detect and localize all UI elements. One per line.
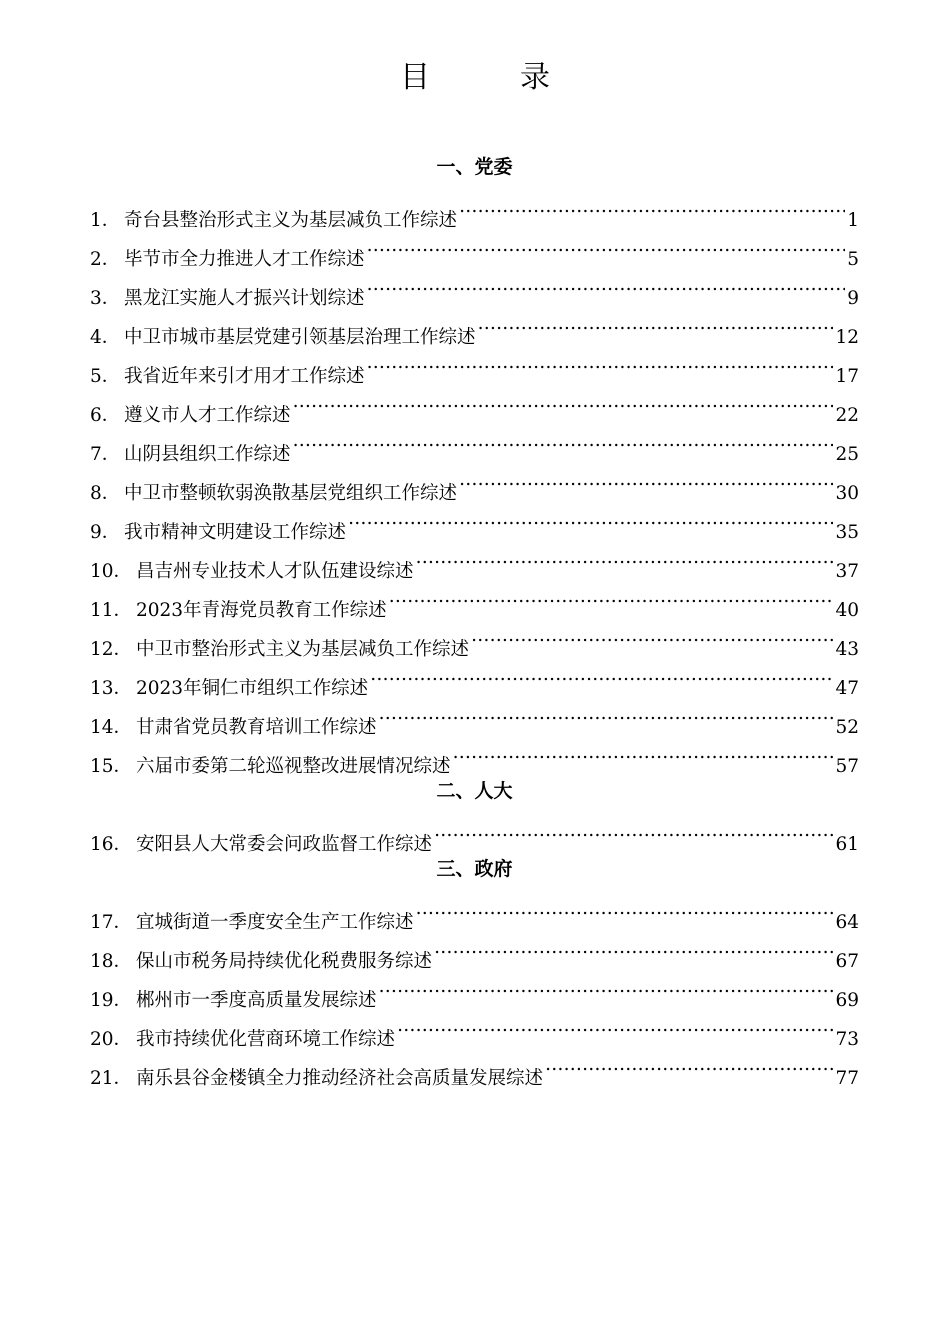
toc-entry-title: 我市持续优化营商环境工作综述 [136, 1029, 396, 1050]
dot-leader [370, 655, 833, 694]
dot-leader [471, 616, 833, 655]
dot-leader [367, 226, 846, 265]
toc-page-number: 37 [835, 561, 859, 582]
toc-page-number: 1 [847, 210, 859, 231]
toc-entry-number: 14． [90, 717, 133, 738]
table-of-contents [90, 148, 859, 1089]
toc-entry-title: 我省近年来引才用才工作综述 [124, 366, 365, 387]
toc-entry-title: 中卫市整顿软弱涣散基层党组织工作综述 [124, 483, 458, 504]
dot-leader [379, 967, 834, 1006]
dot-leader [416, 889, 834, 928]
toc-page-number: 9 [847, 288, 859, 309]
toc-entry-number: 21． [90, 1068, 133, 1089]
toc-entry-number: 3． [90, 288, 121, 309]
toc-page-number: 35 [835, 522, 859, 543]
dot-leader [379, 694, 834, 733]
toc-entry-title: 宜城街道一季度安全生产工作综述 [136, 912, 414, 933]
toc-entry-number: 10． [90, 561, 133, 582]
toc-page-number: 67 [835, 951, 859, 972]
toc-page-number: 30 [835, 483, 859, 504]
dot-leader [545, 1045, 833, 1084]
toc-entry-title: 奇台县整治形式主义为基层减负工作综述 [124, 210, 458, 231]
toc-entry-title: 山阴县组织工作综述 [124, 444, 291, 465]
toc-page-number: 52 [835, 717, 859, 738]
toc-entry-number: 18． [90, 951, 133, 972]
toc-entry-title: 遵义市人才工作综述 [124, 405, 291, 426]
toc-page-number: 69 [835, 990, 859, 1011]
dot-leader [367, 265, 846, 304]
dot-leader [434, 928, 833, 967]
toc-entry-number: 6． [90, 405, 121, 426]
toc-entry-number: 15． [90, 756, 133, 777]
toc-entry-title: 郴州市一季度高质量发展综述 [136, 990, 377, 1011]
toc-entry-number: 1． [90, 210, 121, 231]
dot-leader [367, 343, 834, 382]
toc-entry-number: 13． [90, 678, 133, 699]
toc-page-number: 5 [847, 249, 859, 270]
dot-leader [416, 538, 834, 577]
page-title: 目 录 [400, 60, 580, 95]
toc-entry-number: 16． [90, 834, 133, 855]
toc-entry-number: 19． [90, 990, 133, 1011]
toc-entry-number: 8． [90, 483, 121, 504]
dot-leader [293, 421, 834, 460]
toc-entry-number: 12． [90, 639, 133, 660]
toc-entry-number: 20． [90, 1029, 133, 1050]
toc-entry-number: 17． [90, 912, 133, 933]
toc-entry-number: 5． [90, 366, 121, 387]
section-heading: 三、政府 [436, 858, 513, 880]
toc-entry-number: 2． [90, 249, 121, 270]
dot-leader [434, 811, 833, 850]
toc-entry-title: 安阳县人大常委会问政监督工作综述 [136, 834, 433, 855]
dot-leader [459, 187, 845, 226]
toc-entry-title: 我市精神文明建设工作综述 [124, 522, 347, 543]
toc-entry-number: 11． [90, 600, 133, 621]
toc-page-number: 40 [835, 600, 859, 621]
toc-entry[interactable] [90, 889, 859, 933]
toc-entry-title: 保山市税务局持续优化税费服务综述 [136, 951, 433, 972]
dot-leader [293, 382, 834, 421]
toc-entry-title: 毕节市全力推进人才工作综述 [124, 249, 365, 270]
toc-entry-title: 六届市委第二轮巡视整改进展情况综述 [136, 756, 451, 777]
toc-entry-number: 7． [90, 444, 121, 465]
dot-leader [478, 304, 834, 343]
dot-leader [453, 733, 834, 772]
toc-page-number: 17 [835, 366, 859, 387]
toc-entry-title: 南乐县谷金楼镇全力推动经济社会高质量发展综述 [136, 1068, 544, 1089]
toc-entry-number: 4． [90, 327, 121, 348]
toc-entry-number: 9． [90, 522, 121, 543]
toc-page-number: 77 [835, 1068, 859, 1089]
dot-leader [459, 460, 833, 499]
dot-leader [348, 499, 833, 538]
toc-entry-title: 甘肃省党员教育培训工作综述 [136, 717, 377, 738]
toc-entry-title: 中卫市整治形式主义为基层减负工作综述 [136, 639, 470, 660]
toc-page-number: 57 [835, 756, 859, 777]
toc-page-number: 22 [835, 405, 859, 426]
toc-page-number: 25 [835, 444, 859, 465]
toc-page-number: 64 [835, 912, 859, 933]
toc-entry-title: 2023年青海党员教育工作综述 [136, 600, 387, 621]
toc-entry[interactable] [90, 811, 859, 855]
toc-entry-title: 黑龙江实施人才振兴计划综述 [124, 288, 365, 309]
toc-entry-title: 昌吉州专业技术人才队伍建设综述 [136, 561, 414, 582]
toc-page-number: 73 [835, 1029, 859, 1050]
toc-entry-title: 2023年铜仁市组织工作综述 [136, 678, 369, 699]
toc-page-number: 12 [835, 327, 859, 348]
section-heading: 一、党委 [436, 156, 513, 178]
toc-entry-title: 中卫市城市基层党建引领基层治理工作综述 [124, 327, 476, 348]
toc-entry[interactable] [90, 187, 859, 231]
toc-page-number: 61 [835, 834, 859, 855]
section-heading: 二、人大 [436, 780, 513, 802]
toc-page-number: 43 [835, 639, 859, 660]
toc-page-number: 47 [835, 678, 859, 699]
dot-leader [389, 577, 834, 616]
dot-leader [397, 1006, 833, 1045]
